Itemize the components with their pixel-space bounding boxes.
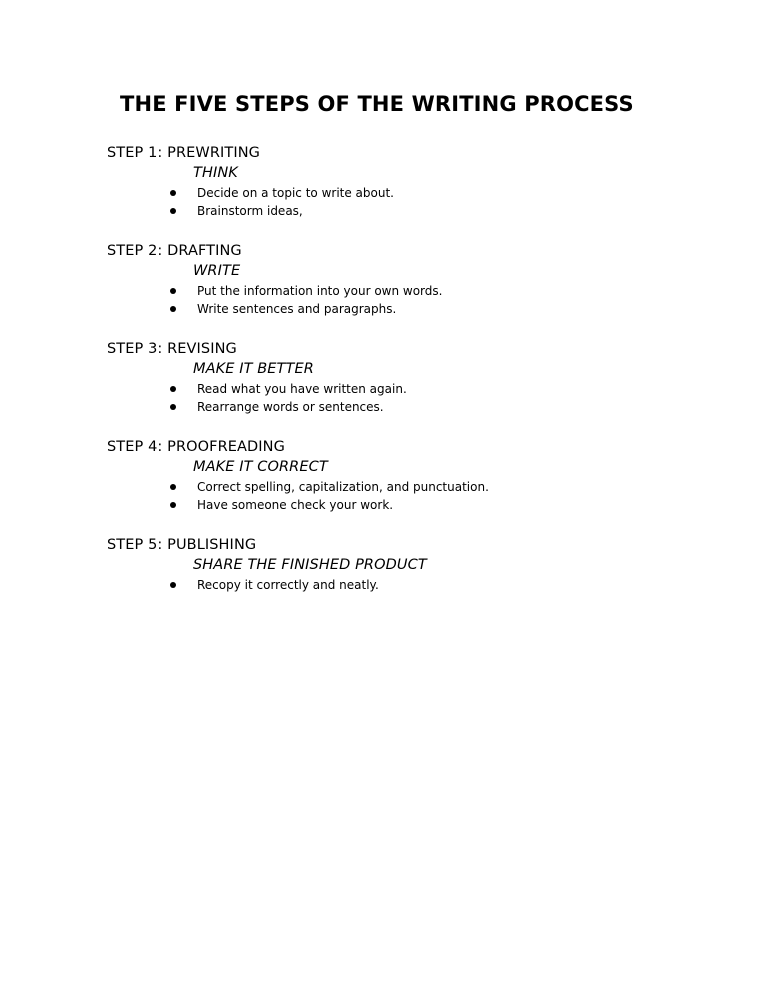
- list-item: [107, 576, 707, 594]
- list-item: [107, 478, 707, 496]
- step-4-subtitle: MAKE IT CORRECT: [193, 459, 328, 475]
- step-2-bullet-list: [107, 282, 707, 318]
- list-item: [107, 300, 707, 318]
- step-2-section: [107, 241, 707, 318]
- step-1-section: [107, 143, 707, 220]
- list-item: [107, 184, 707, 202]
- step-5-bullet-list: [107, 576, 707, 594]
- bullet-text: Recopy it correctly and neatly.: [197, 578, 379, 592]
- bullet-text: Have someone check your work.: [197, 498, 394, 512]
- step-5-subtitle: SHARE THE FINISHED PRODUCT: [193, 557, 427, 573]
- step-2-heading: STEP 2: DRAFTING: [107, 243, 242, 259]
- list-item: [107, 496, 707, 514]
- bullet-text: Decide on a topic to write about.: [197, 186, 394, 200]
- step-4-bullet-list: [107, 478, 707, 514]
- bullet-icon: [170, 306, 176, 312]
- list-item: [107, 282, 707, 300]
- bullet-icon: [170, 404, 176, 410]
- step-2-subtitle: WRITE: [193, 263, 241, 279]
- bullet-icon: [170, 582, 176, 588]
- step-3-subtitle: MAKE IT BETTER: [193, 361, 314, 377]
- step-3-heading: STEP 3: REVISING: [107, 341, 237, 357]
- step-1-subtitle: THINK: [193, 165, 238, 181]
- bullet-text: Rearrange words or sentences.: [197, 400, 384, 414]
- bullet-text: Read what you have written again.: [197, 382, 407, 396]
- step-3-section: [107, 339, 707, 416]
- bullet-icon: [170, 502, 176, 508]
- step-1-heading: STEP 1: PREWRITING: [107, 145, 260, 161]
- step-5-section: [107, 535, 707, 594]
- bullet-icon: [170, 190, 176, 196]
- bullet-icon: [170, 288, 176, 294]
- list-item: [107, 380, 707, 398]
- list-item: [107, 202, 707, 220]
- bullet-icon: [170, 208, 176, 214]
- bullet-text: Correct spelling, capitalization, and punctuation.: [197, 480, 489, 494]
- step-3-bullet-list: [107, 380, 707, 416]
- step-4-section: [107, 437, 707, 514]
- bullet-text: Write sentences and paragraphs.: [197, 302, 397, 316]
- bullet-icon: [170, 484, 176, 490]
- step-4-heading: STEP 4: PROOFREADING: [107, 439, 285, 455]
- bullet-icon: [170, 386, 176, 392]
- bullet-text: Put the information into your own words.: [197, 284, 443, 298]
- bullet-text: Brainstorm ideas,: [197, 204, 303, 218]
- step-5-heading: STEP 5: PUBLISHING: [107, 537, 257, 553]
- step-1-bullet-list: [107, 184, 707, 220]
- list-item: [107, 398, 707, 416]
- document-title: THE FIVE STEPS OF THE WRITING PROCESS: [120, 92, 634, 116]
